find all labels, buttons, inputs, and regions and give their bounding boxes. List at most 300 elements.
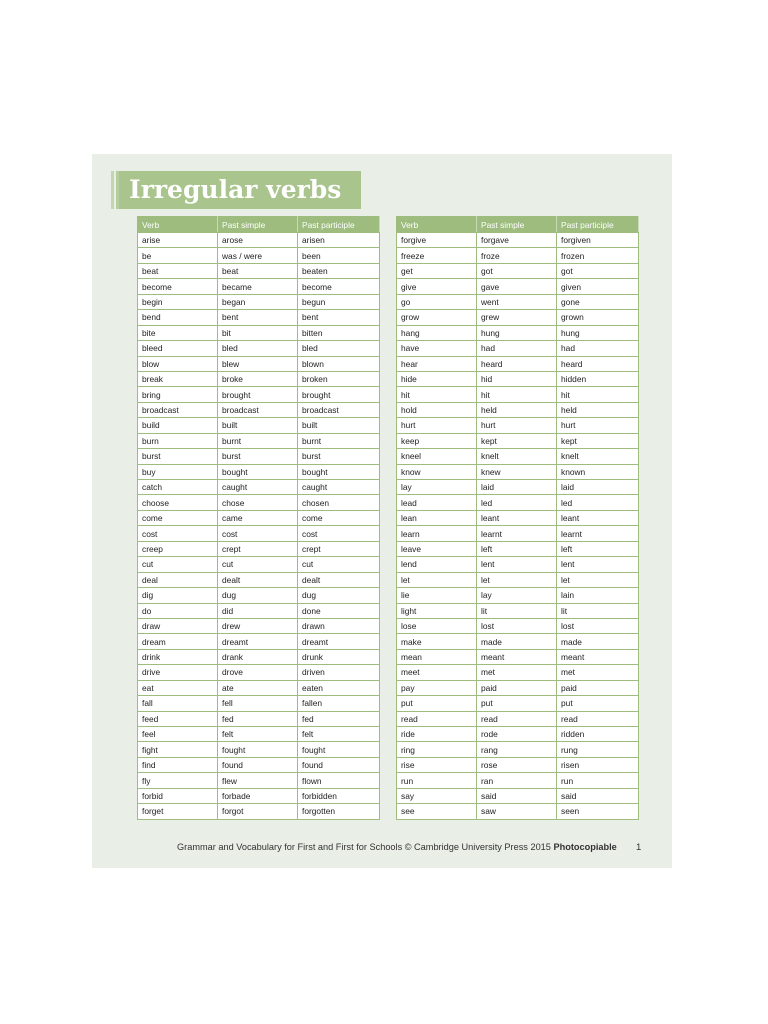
table-row bbox=[138, 402, 380, 417]
table-row bbox=[397, 618, 639, 633]
cell-past-participle: bitten bbox=[298, 325, 380, 340]
cell-past-simple: did bbox=[218, 603, 298, 618]
cell-past-participle: lent bbox=[557, 557, 639, 572]
cell-past-simple: chose bbox=[218, 495, 298, 510]
cell-verb: draw bbox=[138, 618, 218, 633]
cell-verb: keep bbox=[397, 433, 477, 448]
table-row bbox=[397, 788, 639, 803]
page-number: 1 bbox=[636, 842, 642, 853]
cell-past-simple: said bbox=[477, 788, 557, 803]
table-row bbox=[138, 696, 380, 711]
cell-verb: kneel bbox=[397, 449, 477, 464]
cell-past-simple: forgot bbox=[218, 804, 298, 819]
cell-verb: eat bbox=[138, 680, 218, 695]
document-page bbox=[92, 154, 672, 868]
table-row bbox=[138, 371, 380, 386]
cell-past-participle: dreamt bbox=[298, 634, 380, 649]
cell-past-participle: laid bbox=[557, 480, 639, 495]
cell-verb: pay bbox=[397, 680, 477, 695]
cell-past-simple: knew bbox=[477, 464, 557, 479]
cell-verb: grow bbox=[397, 310, 477, 325]
cell-verb: get bbox=[397, 263, 477, 278]
table-row bbox=[397, 696, 639, 711]
cell-verb: meet bbox=[397, 665, 477, 680]
cell-past-simple: met bbox=[477, 665, 557, 680]
cell-past-simple: dreamt bbox=[218, 634, 298, 649]
cell-verb: see bbox=[397, 804, 477, 819]
cell-past-participle: read bbox=[557, 711, 639, 726]
table-row bbox=[138, 603, 380, 618]
table-row bbox=[138, 788, 380, 803]
table-row bbox=[138, 804, 380, 819]
table-row bbox=[138, 433, 380, 448]
cell-past-simple: built bbox=[218, 418, 298, 433]
table-row bbox=[138, 588, 380, 603]
cell-verb: broadcast bbox=[138, 402, 218, 417]
header-past-participle: Past participle bbox=[557, 217, 639, 233]
cell-verb: have bbox=[397, 341, 477, 356]
cell-past-participle: begun bbox=[298, 294, 380, 309]
title-banner bbox=[119, 171, 361, 209]
banner-accent-bar bbox=[116, 171, 119, 209]
cell-verb: hurt bbox=[397, 418, 477, 433]
cell-past-simple: made bbox=[477, 634, 557, 649]
cell-past-participle: given bbox=[557, 279, 639, 294]
cell-past-simple: bled bbox=[218, 341, 298, 356]
cell-past-participle: drunk bbox=[298, 649, 380, 664]
cell-past-participle: had bbox=[557, 341, 639, 356]
cell-past-participle: lain bbox=[557, 588, 639, 603]
cell-past-participle: forbidden bbox=[298, 788, 380, 803]
table-row bbox=[397, 356, 639, 371]
table-row bbox=[397, 757, 639, 772]
cell-past-simple: rang bbox=[477, 742, 557, 757]
cell-past-simple: hid bbox=[477, 371, 557, 386]
cell-past-simple: knelt bbox=[477, 449, 557, 464]
table-row bbox=[138, 557, 380, 572]
cell-past-participle: felt bbox=[298, 727, 380, 742]
cell-verb: read bbox=[397, 711, 477, 726]
table-row bbox=[397, 449, 639, 464]
cell-past-participle: got bbox=[557, 263, 639, 278]
verbs-table-right bbox=[396, 216, 639, 820]
cell-past-participle: known bbox=[557, 464, 639, 479]
cell-past-participle: said bbox=[557, 788, 639, 803]
cell-past-simple: burnt bbox=[218, 433, 298, 448]
cell-verb: drink bbox=[138, 649, 218, 664]
table-row bbox=[138, 387, 380, 402]
table-row bbox=[397, 634, 639, 649]
cell-verb: do bbox=[138, 603, 218, 618]
cell-past-participle: beaten bbox=[298, 263, 380, 278]
cell-verb: bleed bbox=[138, 341, 218, 356]
table-row bbox=[397, 649, 639, 664]
cell-past-simple: lay bbox=[477, 588, 557, 603]
table-row bbox=[397, 773, 639, 788]
cell-verb: build bbox=[138, 418, 218, 433]
cell-verb: cut bbox=[138, 557, 218, 572]
cell-past-participle: meant bbox=[557, 649, 639, 664]
table-row bbox=[397, 310, 639, 325]
table-row bbox=[397, 248, 639, 263]
cell-past-participle: bent bbox=[298, 310, 380, 325]
banner-accent-bar bbox=[111, 171, 114, 209]
cell-past-simple: felt bbox=[218, 727, 298, 742]
cell-verb: lay bbox=[397, 480, 477, 495]
cell-verb: blow bbox=[138, 356, 218, 371]
cell-past-simple: meant bbox=[477, 649, 557, 664]
table-header-row bbox=[397, 217, 639, 233]
cell-past-simple: hurt bbox=[477, 418, 557, 433]
cell-past-participle: fallen bbox=[298, 696, 380, 711]
table-row bbox=[138, 356, 380, 371]
cell-past-participle: crept bbox=[298, 541, 380, 556]
cell-verb: forget bbox=[138, 804, 218, 819]
cell-past-simple: crept bbox=[218, 541, 298, 556]
table-row bbox=[397, 526, 639, 541]
cell-past-participle: been bbox=[298, 248, 380, 263]
cell-past-simple: rode bbox=[477, 727, 557, 742]
cell-past-simple: heard bbox=[477, 356, 557, 371]
cell-past-participle: broadcast bbox=[298, 402, 380, 417]
cell-past-simple: lit bbox=[477, 603, 557, 618]
cell-past-participle: drawn bbox=[298, 618, 380, 633]
cell-verb: lend bbox=[397, 557, 477, 572]
table-row bbox=[397, 495, 639, 510]
cell-past-participle: hidden bbox=[557, 371, 639, 386]
cell-past-participle: forgiven bbox=[557, 233, 639, 248]
cell-verb: lead bbox=[397, 495, 477, 510]
table-row bbox=[397, 711, 639, 726]
cell-verb: beat bbox=[138, 263, 218, 278]
cell-verb: bring bbox=[138, 387, 218, 402]
cell-verb: lie bbox=[397, 588, 477, 603]
table-row bbox=[138, 263, 380, 278]
cell-past-simple: hung bbox=[477, 325, 557, 340]
cell-past-participle: led bbox=[557, 495, 639, 510]
cell-past-simple: led bbox=[477, 495, 557, 510]
cell-past-participle: kept bbox=[557, 433, 639, 448]
cell-verb: run bbox=[397, 773, 477, 788]
cell-past-simple: was / were bbox=[218, 248, 298, 263]
table-row bbox=[138, 325, 380, 340]
cell-past-participle: forgotten bbox=[298, 804, 380, 819]
cell-past-participle: grown bbox=[557, 310, 639, 325]
cell-past-simple: fell bbox=[218, 696, 298, 711]
table-header-row bbox=[138, 217, 380, 233]
table-row bbox=[138, 310, 380, 325]
cell-verb: deal bbox=[138, 572, 218, 587]
cell-past-participle: made bbox=[557, 634, 639, 649]
cell-past-participle: come bbox=[298, 510, 380, 525]
table-row bbox=[397, 742, 639, 757]
cell-verb: mean bbox=[397, 649, 477, 664]
cell-verb: lean bbox=[397, 510, 477, 525]
cell-past-simple: gave bbox=[477, 279, 557, 294]
cell-past-simple: leant bbox=[477, 510, 557, 525]
footer-photocopiable: Photocopiable bbox=[553, 842, 617, 852]
cell-past-participle: fought bbox=[298, 742, 380, 757]
table-row bbox=[397, 680, 639, 695]
cell-verb: feed bbox=[138, 711, 218, 726]
cell-past-participle: dug bbox=[298, 588, 380, 603]
cell-past-simple: cost bbox=[218, 526, 298, 541]
verbs-table-left bbox=[137, 216, 380, 820]
table-row bbox=[397, 402, 639, 417]
cell-past-participle: cut bbox=[298, 557, 380, 572]
cell-past-simple: became bbox=[218, 279, 298, 294]
table-row bbox=[138, 480, 380, 495]
table-row bbox=[138, 572, 380, 587]
table-row bbox=[138, 541, 380, 556]
cell-verb: forbid bbox=[138, 788, 218, 803]
cell-past-simple: cut bbox=[218, 557, 298, 572]
cell-past-simple: saw bbox=[477, 804, 557, 819]
cell-past-simple: went bbox=[477, 294, 557, 309]
cell-past-simple: let bbox=[477, 572, 557, 587]
table-row bbox=[138, 742, 380, 757]
cell-verb: leave bbox=[397, 541, 477, 556]
cell-past-simple: paid bbox=[477, 680, 557, 695]
header-past-participle: Past participle bbox=[298, 217, 380, 233]
cell-past-simple: drove bbox=[218, 665, 298, 680]
cell-past-simple: got bbox=[477, 263, 557, 278]
cell-past-simple: left bbox=[477, 541, 557, 556]
table-row bbox=[397, 557, 639, 572]
cell-past-participle: rung bbox=[557, 742, 639, 757]
cell-past-simple: burst bbox=[218, 449, 298, 464]
table-row bbox=[138, 418, 380, 433]
cell-past-simple: read bbox=[477, 711, 557, 726]
cell-verb: fight bbox=[138, 742, 218, 757]
table-row bbox=[138, 634, 380, 649]
cell-past-simple: fed bbox=[218, 711, 298, 726]
table-row bbox=[138, 618, 380, 633]
table-row bbox=[397, 433, 639, 448]
cell-verb: let bbox=[397, 572, 477, 587]
table-row bbox=[138, 665, 380, 680]
cell-verb: drive bbox=[138, 665, 218, 680]
cell-past-participle: frozen bbox=[557, 248, 639, 263]
cell-past-simple: broadcast bbox=[218, 402, 298, 417]
cell-past-simple: began bbox=[218, 294, 298, 309]
table-row bbox=[397, 341, 639, 356]
cell-verb: freeze bbox=[397, 248, 477, 263]
cell-past-participle: gone bbox=[557, 294, 639, 309]
cell-past-participle: driven bbox=[298, 665, 380, 680]
cell-past-participle: hit bbox=[557, 387, 639, 402]
cell-past-participle: run bbox=[557, 773, 639, 788]
cell-past-participle: found bbox=[298, 757, 380, 772]
cell-past-participle: let bbox=[557, 572, 639, 587]
cell-past-participle: met bbox=[557, 665, 639, 680]
cell-past-simple: dealt bbox=[218, 572, 298, 587]
cell-verb: say bbox=[397, 788, 477, 803]
cell-verb: become bbox=[138, 279, 218, 294]
cell-verb: begin bbox=[138, 294, 218, 309]
cell-past-participle: eaten bbox=[298, 680, 380, 695]
cell-verb: make bbox=[397, 634, 477, 649]
cell-past-simple: broke bbox=[218, 371, 298, 386]
cell-past-simple: froze bbox=[477, 248, 557, 263]
cell-verb: lose bbox=[397, 618, 477, 633]
cell-verb: hold bbox=[397, 402, 477, 417]
table-row bbox=[397, 233, 639, 248]
table-row bbox=[397, 387, 639, 402]
cell-verb: buy bbox=[138, 464, 218, 479]
table-row bbox=[138, 727, 380, 742]
page-title: Irregular verbs bbox=[129, 175, 342, 204]
cell-past-participle: risen bbox=[557, 757, 639, 772]
cell-verb: hang bbox=[397, 325, 477, 340]
cell-past-participle: heard bbox=[557, 356, 639, 371]
cell-past-simple: had bbox=[477, 341, 557, 356]
cell-past-simple: caught bbox=[218, 480, 298, 495]
cell-past-simple: kept bbox=[477, 433, 557, 448]
cell-past-participle: knelt bbox=[557, 449, 639, 464]
cell-past-participle: blown bbox=[298, 356, 380, 371]
cell-past-participle: brought bbox=[298, 387, 380, 402]
cell-past-simple: dug bbox=[218, 588, 298, 603]
cell-past-participle: flown bbox=[298, 773, 380, 788]
table-row bbox=[397, 294, 639, 309]
table-row bbox=[397, 572, 639, 587]
cell-verb: hit bbox=[397, 387, 477, 402]
cell-verb: be bbox=[138, 248, 218, 263]
cell-verb: break bbox=[138, 371, 218, 386]
table-row bbox=[397, 480, 639, 495]
cell-verb: arise bbox=[138, 233, 218, 248]
cell-past-simple: lent bbox=[477, 557, 557, 572]
table-row bbox=[397, 510, 639, 525]
table-row bbox=[138, 248, 380, 263]
footer-copyright: Grammar and Vocabulary for First and First for Schools © Cambridge University Press 2015 bbox=[177, 842, 551, 852]
cell-past-participle: put bbox=[557, 696, 639, 711]
table-row bbox=[397, 371, 639, 386]
cell-past-participle: left bbox=[557, 541, 639, 556]
cell-past-participle: dealt bbox=[298, 572, 380, 587]
table-row bbox=[397, 464, 639, 479]
cell-verb: learn bbox=[397, 526, 477, 541]
cell-verb: cost bbox=[138, 526, 218, 541]
cell-past-simple: fought bbox=[218, 742, 298, 757]
cell-past-participle: become bbox=[298, 279, 380, 294]
table-row bbox=[397, 603, 639, 618]
cell-past-simple: drank bbox=[218, 649, 298, 664]
cell-past-simple: ate bbox=[218, 680, 298, 695]
table-row bbox=[138, 341, 380, 356]
header-past-simple: Past simple bbox=[477, 217, 557, 233]
cell-verb: fall bbox=[138, 696, 218, 711]
cell-past-participle: broken bbox=[298, 371, 380, 386]
cell-past-participle: arisen bbox=[298, 233, 380, 248]
cell-past-participle: lost bbox=[557, 618, 639, 633]
table-row bbox=[138, 510, 380, 525]
table-row bbox=[138, 294, 380, 309]
cell-past-participle: cost bbox=[298, 526, 380, 541]
cell-verb: go bbox=[397, 294, 477, 309]
cell-verb: put bbox=[397, 696, 477, 711]
table-row bbox=[138, 233, 380, 248]
cell-past-simple: grew bbox=[477, 310, 557, 325]
cell-past-participle: chosen bbox=[298, 495, 380, 510]
cell-verb: forgive bbox=[397, 233, 477, 248]
cell-verb: bite bbox=[138, 325, 218, 340]
cell-verb: dream bbox=[138, 634, 218, 649]
cell-past-participle: hurt bbox=[557, 418, 639, 433]
cell-verb: feel bbox=[138, 727, 218, 742]
cell-past-simple: put bbox=[477, 696, 557, 711]
cell-past-simple: bent bbox=[218, 310, 298, 325]
header-verb: Verb bbox=[138, 217, 218, 233]
table-row bbox=[397, 727, 639, 742]
cell-past-participle: fed bbox=[298, 711, 380, 726]
table-row bbox=[138, 495, 380, 510]
table-row bbox=[397, 325, 639, 340]
cell-past-participle: learnt bbox=[557, 526, 639, 541]
cell-verb: hear bbox=[397, 356, 477, 371]
table-row bbox=[138, 526, 380, 541]
cell-past-simple: drew bbox=[218, 618, 298, 633]
cell-past-participle: leant bbox=[557, 510, 639, 525]
cell-verb: rise bbox=[397, 757, 477, 772]
table-row bbox=[397, 418, 639, 433]
cell-past-simple: bit bbox=[218, 325, 298, 340]
cell-past-participle: hung bbox=[557, 325, 639, 340]
table-row bbox=[397, 263, 639, 278]
table-row bbox=[138, 279, 380, 294]
cell-verb: creep bbox=[138, 541, 218, 556]
table-row bbox=[138, 757, 380, 772]
cell-past-simple: forbade bbox=[218, 788, 298, 803]
cell-past-participle: caught bbox=[298, 480, 380, 495]
cell-past-participle: lit bbox=[557, 603, 639, 618]
cell-past-participle: burst bbox=[298, 449, 380, 464]
cell-verb: burst bbox=[138, 449, 218, 464]
cell-past-simple: ran bbox=[477, 773, 557, 788]
cell-past-participle: bled bbox=[298, 341, 380, 356]
cell-verb: fly bbox=[138, 773, 218, 788]
cell-past-participle: built bbox=[298, 418, 380, 433]
cell-past-simple: learnt bbox=[477, 526, 557, 541]
table-row bbox=[138, 649, 380, 664]
cell-verb: light bbox=[397, 603, 477, 618]
cell-past-simple: came bbox=[218, 510, 298, 525]
header-past-simple: Past simple bbox=[218, 217, 298, 233]
cell-verb: ride bbox=[397, 727, 477, 742]
cell-past-simple: lost bbox=[477, 618, 557, 633]
cell-verb: hide bbox=[397, 371, 477, 386]
cell-past-simple: held bbox=[477, 402, 557, 417]
table-row bbox=[397, 804, 639, 819]
table-row bbox=[397, 279, 639, 294]
cell-past-simple: beat bbox=[218, 263, 298, 278]
cell-verb: dig bbox=[138, 588, 218, 603]
cell-past-simple: brought bbox=[218, 387, 298, 402]
table-row bbox=[138, 449, 380, 464]
footer-credit bbox=[177, 842, 617, 852]
cell-verb: know bbox=[397, 464, 477, 479]
cell-past-participle: seen bbox=[557, 804, 639, 819]
cell-past-participle: done bbox=[298, 603, 380, 618]
cell-past-participle: paid bbox=[557, 680, 639, 695]
cell-past-simple: flew bbox=[218, 773, 298, 788]
cell-verb: give bbox=[397, 279, 477, 294]
table-row bbox=[138, 680, 380, 695]
table-row bbox=[397, 541, 639, 556]
cell-past-simple: found bbox=[218, 757, 298, 772]
table-row bbox=[397, 665, 639, 680]
